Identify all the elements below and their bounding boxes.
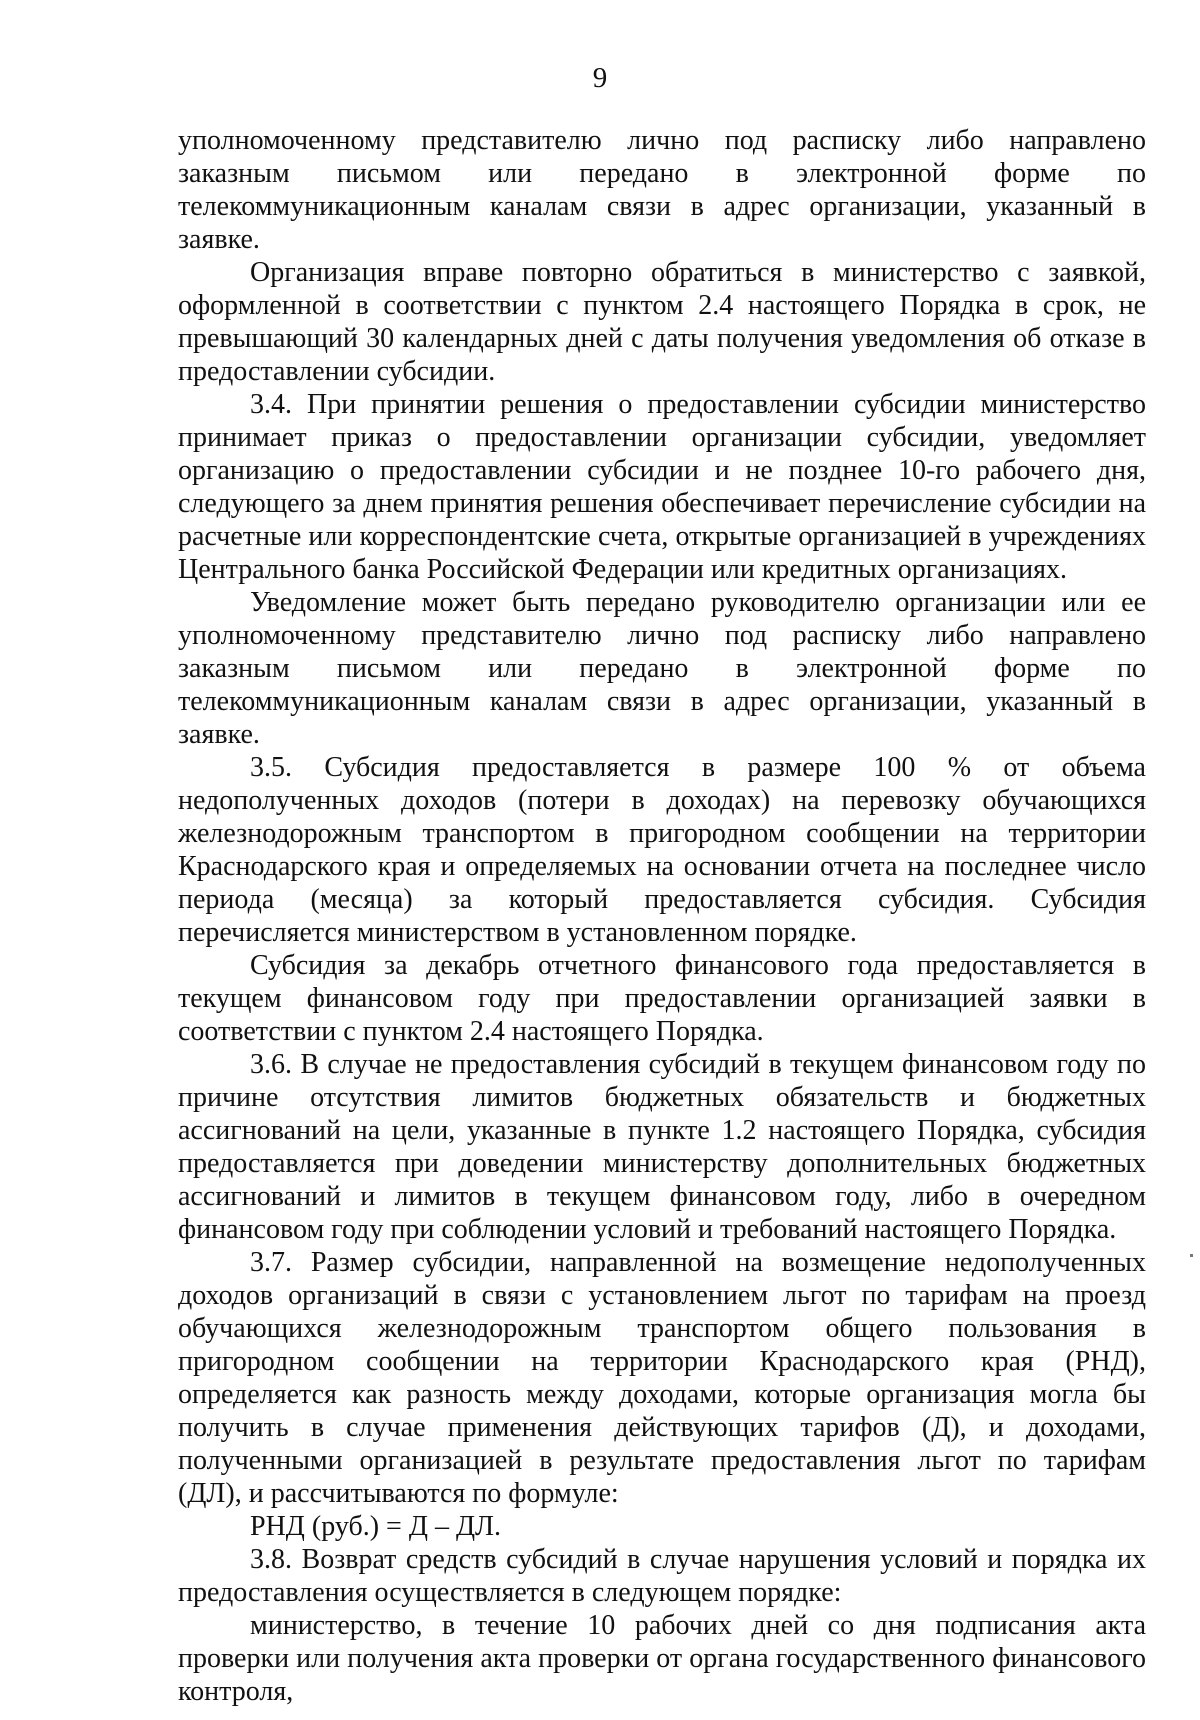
page-number: 9 (592, 62, 608, 94)
paragraph-continuation: уполномоченному представителю лично под расписку либо направлено заказным письмом или передано в электронной форме по телекоммуникационным каналам связи в адрес организации, указанный в заявке. (178, 125, 1146, 255)
paragraph-3-4: 3.4. При принятии решения о предоставлении субсидии министерство принимает приказ о предоставлении организации субсидии, уведомляет организацию о предоставлении субсидии и не позднее 10-го рабочего дня, следующего за днем принятия решения обеспечивает перечисление субсидии на расчетные или корреспондентские счета, открытые организацией в учреждениях Центрального банка Российской Федерации или кредитных организациях. (178, 389, 1146, 585)
paragraph-3-5: 3.5. Субсидия предоставляется в размере 100 % от объема недополученных доходов (потери в доходах) на перевозку обучающихся железнодорожным транспортом в пригородном сообщении на территории Краснодарского края и определяемых на основании отчета на последнее число периода (месяца) за который предоставляется субсидия. Субсидия перечисляется министерством в установленном порядке. (178, 752, 1146, 948)
document-body (178, 124, 1146, 1708)
formula-line: РНД (руб.) = Д – ДЛ. (250, 1511, 502, 1542)
paragraph-3-8: 3.8. Возврат средств субсидий в случае нарушения условий и порядка их предоставления осуществляется в следующем порядке: (178, 1544, 1146, 1608)
paragraph-notification: Уведомление может быть передано руководителю организации или ее уполномоченному представителю лично под расписку либо направлено заказным письмом или передано в электронной форме по телекоммуникационным каналам связи в адрес организации, указанный в заявке. (178, 587, 1146, 750)
paragraph-3-6: 3.6. В случае не предоставления субсидий в текущем финансовом году по причине отсутствия лимитов бюджетных обязательств и бюджетных ассигнований на цели, указанные в пункте 1.2 настоящего Порядка, субсидия предоставляется при доведении министерству дополнительных бюджетных ассигнований и лимитов в текущем финансовом году, либо в очередном финансовом году при соблюдении условий и требований настоящего Порядка. (178, 1049, 1146, 1245)
paragraph-3-7: 3.7. Размер субсидии, направленной на возмещение недополученных доходов организаций в связи с установлением льгот по тарифам на проезд обучающихся железнодорожным транспортом общего пользования в пригородном сообщении на территории Краснодарского края (РНД), определяется как разность между доходами, которые организация могла бы получить в случае применения действующих тарифов (Д), и доходами, полученными организацией в результате предоставления льгот по тарифам (ДЛ), и рассчитываются по формуле: (178, 1247, 1146, 1509)
scan-dot (1190, 1254, 1193, 1257)
paragraph-december-subsidy: Субсидия за декабрь отчетного финансового года предоставляется в текущем финансовом году при предоставлении организацией заявки в соответствии с пунктом 2.4 настоящего Порядка. (178, 950, 1146, 1047)
paragraph-ministry-procedure: министерство, в течение 10 рабочих дней со дня подписания акта проверки или получения акта проверки от органа государственного финансового контроля, (178, 1610, 1146, 1707)
paragraph-repeat-application: Организация вправе повторно обратиться в министерство с заявкой, оформленной в соответствии с пунктом 2.4 настоящего Порядка в срок, не превышающий 30 календарных дней с даты получения уведомления об отказе в предоставлении субсидии. (178, 257, 1146, 387)
